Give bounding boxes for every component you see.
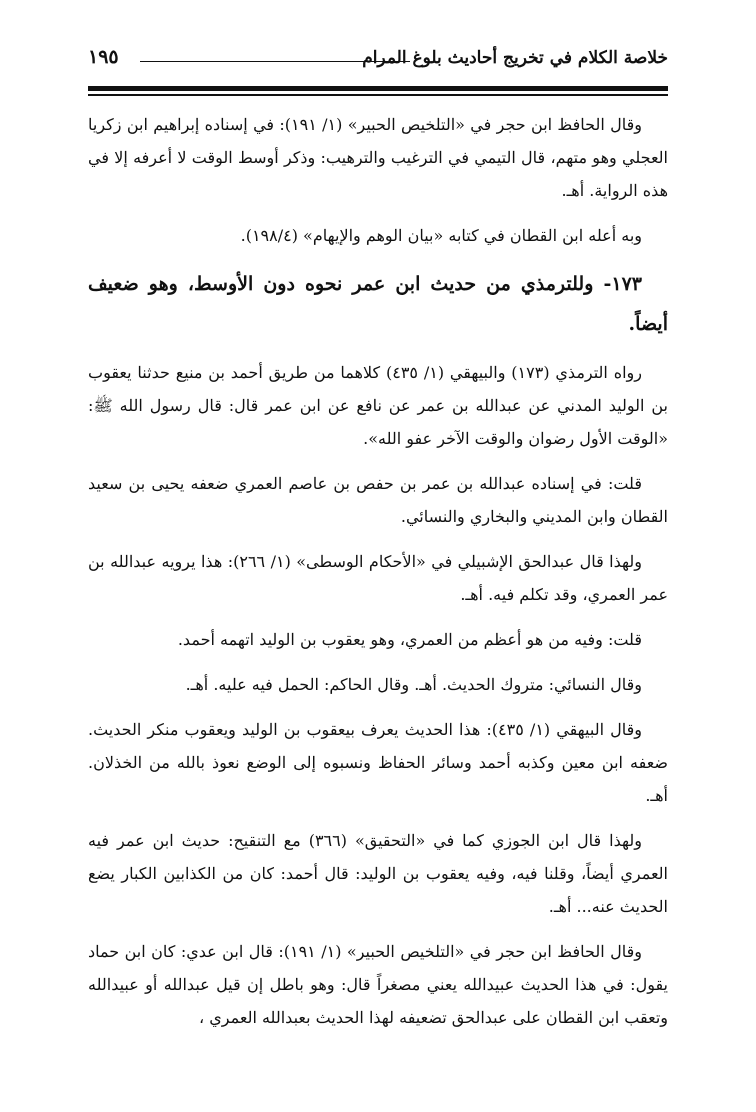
paragraph-7: وقال النسائي: متروك الحديث. أهـ. وقال الحاكم: الحمل فيه عليه. أهـ.	[185, 675, 642, 694]
paragraph-5: ولهذا قال عبدالحق الإشبيلي في «الأحكام الوسطى» (١/ ٢٦٦): هذا يرويه عبدالله بن عمر العمري، وقد تكلم فيه. أهـ.	[88, 552, 668, 604]
paragraph-2: وبه أعله ابن القطان في كتابه «بيان الوهم والإيهام» (١٩٨/٤).	[240, 226, 642, 245]
paragraph-4: قلت: في إسناده عبدالله بن عمر بن حفص بن عاصم العمري ضعفه يحيى بن سعيد القطان وابن المديني والبخاري والنسائي.	[88, 474, 668, 526]
paragraph-3: رواه الترمذي (١٧٣) والبيهقي (١/ ٤٣٥) كلاهما من طريق أحمد بن منيع حدثنا يعقوب بن الوليد المدني عن عبدالله بن عمر عن نافع عن ابن عمر قال: قال رسول الله ﷺ: «الوقت الأول رضوان والوقت الآخر عفو الله».	[88, 363, 668, 448]
header-divider-thick	[88, 86, 668, 91]
page-body	[88, 108, 668, 1046]
paragraph-9: ولهذا قال ابن الجوزي كما في «التحقيق» (٣٦٦) مع التنقيح: حديث ابن عمر فيه العمري أيضاً، وقلنا فيه، وفيه يعقوب بن الوليد: قال أحمد: كان من الكذابين الكبار يضع الحديث عنه... أهـ.	[88, 831, 668, 916]
running-title: خلاصة الكلام في تخريج أحاديث بلوغ المرام	[362, 48, 668, 68]
paragraph-6: قلت: وفيه من هو أعظم من العمري، وهو يعقوب بن الوليد اتهمه أحمد.	[177, 630, 642, 649]
header-divider-thin	[88, 94, 668, 96]
paragraph-8: وقال البيهقي (١/ ٤٣٥): هذا الحديث يعرف بيعقوب بن الوليد ويعقوب منكر الحديث. ضعفه ابن معين وكذبه أحمد وسائر الحفاظ ونسبوه إلى الوضع نعوذ بالله من الخذلان. أهـ.	[88, 720, 668, 805]
hadith-heading: ١٧٣- وللترمذي من حديث ابن عمر نحوه دون الأوسط، وهو ضعيف أيضاً.	[88, 273, 668, 335]
page-number: ١٩٥	[88, 46, 119, 68]
page-header	[88, 46, 668, 76]
paragraph-10: وقال الحافظ ابن حجر في «التلخيص الحبير» (١/ ١٩١): قال ابن عدي: كان ابن حماد يقول: في هذا الحديث عبيدالله يعني مصغراً قال: وهو باطل إن قيل عبدالله أو عبيدالله وتعقب ابن القطان على عبدالحق تضعيفه لهذا الحديث بعبدالله العمري ،	[88, 942, 668, 1027]
paragraph-1: وقال الحافظ ابن حجر في «التلخيص الحبير» (١/ ١٩١): في إسناده إبراهيم ابن زكريا العجلي وهو متهم، قال التيمي في الترغيب والترهيب: وذكر أوسط الوقت لا أعرفه إلا في هذه الرواية. أهـ.	[88, 115, 668, 200]
header-rule	[140, 61, 410, 62]
